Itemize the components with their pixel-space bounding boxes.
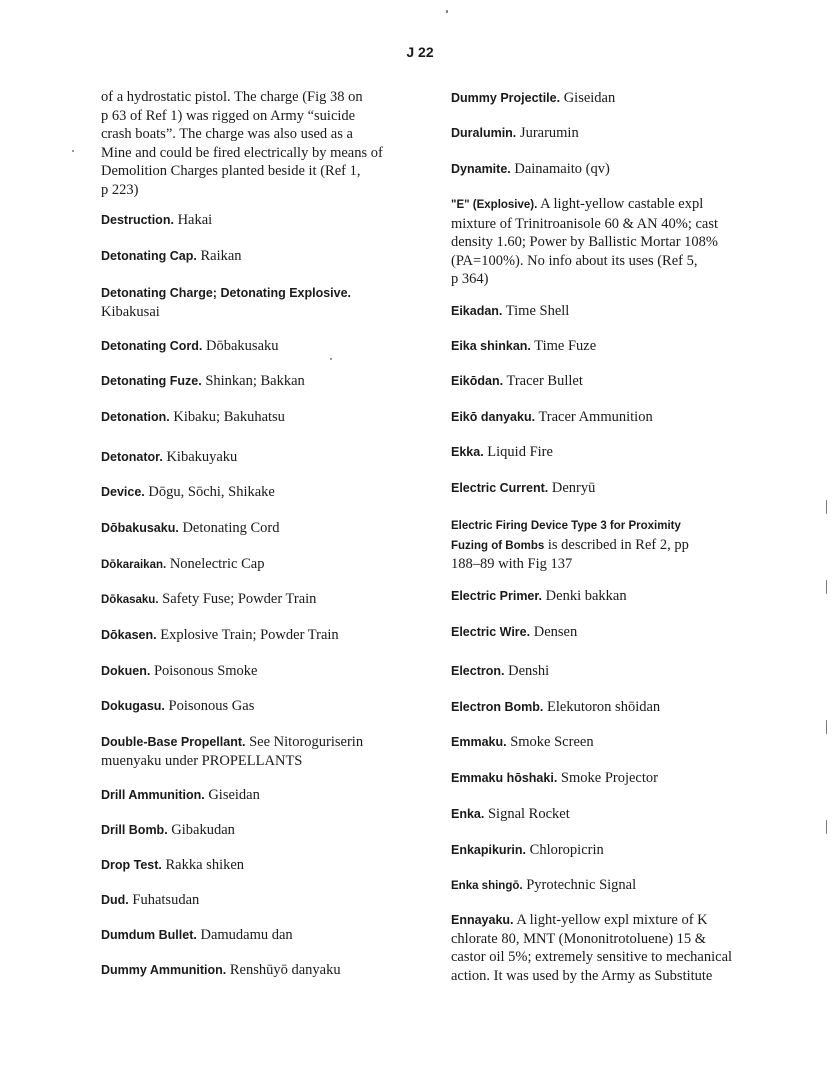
entry-definition: Elekutoron shōidan	[547, 699, 661, 715]
scan-speck	[446, 10, 448, 13]
entry-definition: Gibakudan	[171, 822, 235, 838]
entry-term: Detonating Cord.	[101, 339, 203, 353]
entry-term: Dummy Projectile.	[451, 91, 561, 105]
glossary-entry	[101, 448, 431, 467]
text-line: density 1.60; Power by Ballistic Mortar 108%	[451, 234, 719, 250]
entry-term: Drill Bomb.	[101, 823, 168, 837]
entry-term: Drill Ammunition.	[101, 788, 205, 802]
entry-term: Ennayaku.	[451, 913, 514, 927]
glossary-entry	[451, 662, 781, 681]
entry-term: Dōkasaku.	[101, 594, 159, 606]
entry-definition: Rakka shiken	[165, 857, 245, 873]
entry-definition: Kibakusai	[101, 303, 160, 320]
entry-definition: Tracer Bullet	[506, 373, 583, 389]
entry-definition: Damudamu dan	[200, 927, 293, 943]
entry-definition: Nonelectric Cap	[169, 556, 265, 572]
entry-definition: Smoke Projector	[560, 770, 658, 786]
glossary-entry	[101, 372, 431, 391]
text-line: action. It was used by the Army as Substitute	[451, 967, 713, 984]
glossary-entry	[101, 483, 431, 502]
entry-term: Duralumin.	[451, 126, 517, 140]
entry-definition: Smoke Screen	[510, 734, 594, 750]
entry-definition: Time Fuze	[534, 338, 597, 354]
glossary-entry	[451, 443, 781, 462]
glossary-entry	[451, 911, 781, 985]
glossary-entry	[451, 302, 781, 321]
entry-definition: See Nitoroguriserin	[249, 734, 364, 750]
text-line: chlorate 80, MNT (Mononitrotoluene) 15 &	[451, 930, 707, 947]
glossary-entry	[451, 698, 781, 717]
text-line: Demolition Charges planted beside it (Ref 1,	[101, 163, 361, 179]
entry-definition: Giseidan	[208, 787, 260, 803]
glossary-entry	[451, 587, 781, 606]
text-line: castor oil 5%; extremely sensitive to mechanical	[451, 949, 733, 965]
entry-term: Dynamite.	[451, 162, 511, 176]
entry-term: Eikōdan.	[451, 374, 504, 388]
scan-speck	[826, 580, 827, 594]
text-line: p 223)	[101, 181, 139, 198]
glossary-entry	[101, 926, 431, 945]
glossary-entry	[451, 516, 781, 574]
glossary-entry	[101, 733, 431, 770]
entry-definition: Dōgu, Sōchi, Shikake	[148, 484, 275, 500]
text-line: p 364)	[451, 271, 489, 287]
glossary-entry	[101, 662, 431, 681]
text-line: of a hydrostatic pistol. The charge (Fig 38 on	[101, 89, 363, 105]
entry-definition: Raikan	[200, 248, 242, 264]
glossary-entry	[101, 337, 431, 356]
entry-term: Eikō danyaku.	[451, 410, 536, 424]
entry-term: Detonator.	[101, 450, 163, 464]
entry-term: Detonating Cap.	[101, 249, 197, 263]
glossary-entry	[451, 769, 781, 788]
entry-definition: Signal Rocket	[487, 806, 570, 822]
glossary-entry	[451, 733, 781, 752]
entry-term: Device.	[101, 485, 145, 499]
entry-definition: Time Shell	[505, 303, 570, 319]
scan-speck	[826, 820, 827, 834]
scan-speck	[72, 150, 74, 152]
entry-term: Electric Firing Device Type 3 for Proximity	[451, 520, 681, 532]
glossary-entry	[101, 961, 431, 980]
glossary-entry	[101, 211, 431, 230]
entry-term: Dōbakusaku.	[101, 521, 179, 535]
text-line: crash boats”. The charge was also used as a	[101, 126, 353, 142]
scan-speck	[826, 720, 827, 734]
entry-definition: Giseidan	[563, 90, 616, 106]
entry-term: Dumdum Bullet.	[101, 928, 197, 942]
entry-term: Emmaku hōshaki.	[451, 771, 558, 785]
entry-definition: is described in Ref 2, pp	[547, 536, 689, 553]
glossary-entry	[101, 247, 431, 266]
glossary-entry	[101, 786, 431, 805]
glossary-entry	[451, 623, 781, 642]
entry-term: "E" (Explosive).	[451, 199, 538, 211]
entry-definition: Dōbakusaku	[206, 338, 279, 354]
glossary-entry	[451, 337, 781, 356]
entry-term: Dōkaraikan.	[101, 559, 167, 571]
glossary-entry	[451, 876, 781, 896]
entry-definition: Dainamaito (qv)	[514, 161, 610, 177]
entry-term: Enka.	[451, 807, 485, 821]
entry-term: Electric Primer.	[451, 589, 543, 603]
entry-term: Emmaku.	[451, 735, 507, 749]
entry-definition: A light-yellow castable expl	[540, 196, 704, 212]
entry-term: Electric Wire.	[451, 625, 531, 639]
text-line: p 63 of Ref 1) was rigged on Army “suicide	[101, 107, 356, 124]
glossary-entry	[451, 124, 781, 143]
entry-term: Electron Bomb.	[451, 700, 544, 714]
entry-term: Electron.	[451, 664, 505, 678]
entry-term: Enka shingō.	[451, 880, 523, 892]
entry-definition: Tracer Ammunition	[538, 409, 653, 425]
text-line: 188–89 with Fig 137	[451, 556, 573, 572]
entry-term: Destruction.	[101, 213, 174, 227]
entry-definition: Shinkan; Bakkan	[205, 373, 305, 389]
glossary-entry	[101, 284, 431, 321]
glossary-entry	[101, 408, 431, 427]
entry-definition: Explosive Train; Powder Train	[160, 627, 339, 643]
text-line: mixture of Trinitroanisole 60 & AN 40%; cast	[451, 215, 719, 232]
entry-term: Dokuen.	[101, 664, 151, 678]
entry-term: Eikadan.	[451, 304, 503, 318]
glossary-entry	[451, 195, 781, 289]
glossary-entry	[451, 479, 781, 498]
entry-term: Eika shinkan.	[451, 339, 531, 353]
entry-term: Enkapikurin.	[451, 843, 527, 857]
entry-term: Detonation.	[101, 410, 170, 424]
entry-term: Dud.	[101, 893, 129, 907]
glossary-entry	[101, 856, 431, 875]
entry-definition: Chloropicrin	[529, 842, 604, 858]
continuation-paragraph	[101, 88, 431, 199]
glossary-entry	[101, 821, 431, 840]
entry-term: Dokugasu.	[101, 699, 165, 713]
glossary-entry	[101, 519, 431, 538]
entry-term: Electric Current.	[451, 481, 549, 495]
entry-term: Double-Base Propellant.	[101, 735, 246, 749]
glossary-entry	[101, 697, 431, 716]
entry-definition: Kibakuyaku	[166, 449, 238, 465]
entry-term-cont: Fuzing of Bombs	[451, 539, 545, 552]
entry-definition-cont: muenyaku under PROPELLANTS	[101, 752, 303, 769]
entry-definition: Safety Fuse; Powder Train	[162, 591, 317, 607]
glossary-entry	[101, 626, 431, 645]
entry-term: Detonating Fuze.	[101, 374, 202, 388]
glossary-entry	[101, 555, 431, 575]
glossary-entry	[451, 805, 781, 824]
entry-definition: Liquid Fire	[487, 444, 553, 460]
glossary-entry	[451, 372, 781, 391]
glossary-entry	[451, 841, 781, 860]
entry-definition: Poisonous Smoke	[153, 663, 258, 679]
glossary-entry	[451, 89, 781, 108]
entry-definition: Denki bakkan	[545, 588, 627, 604]
entry-definition: Detonating Cord	[182, 520, 280, 536]
scan-speck	[826, 500, 827, 514]
entry-definition: Hakai	[177, 212, 213, 228]
glossary-entry	[451, 160, 781, 179]
text-line: (PA=100%). No info about its uses (Ref 5,	[451, 252, 698, 269]
glossary-entry	[101, 590, 431, 610]
entry-term: Dummy Ammunition.	[101, 963, 227, 977]
glossary-entry	[451, 408, 781, 427]
entry-definition: Jurarumin	[519, 125, 579, 141]
entry-definition: Poisonous Gas	[168, 698, 255, 714]
entry-term: Ekka.	[451, 445, 484, 459]
entry-definition: Kibaku; Bakuhatsu	[173, 409, 285, 425]
glossary-entry	[101, 891, 431, 910]
entry-definition: Denryū	[551, 480, 596, 496]
entry-definition: Renshūyō danyaku	[229, 962, 341, 978]
entry-term: Drop Test.	[101, 858, 162, 872]
text-line: Mine and could be fired electrically by means of	[101, 144, 383, 161]
entry-definition: Fuhatsudan	[132, 892, 200, 908]
entry-definition: Pyrotechnic Signal	[526, 877, 637, 893]
page-number: J 22	[406, 44, 434, 60]
entry-definition: Denshi	[508, 663, 550, 679]
entry-term: Detonating Charge; Detonating Explosive.	[101, 286, 352, 300]
entry-definition: Densen	[533, 624, 578, 640]
scan-speck	[330, 358, 332, 360]
entry-definition: A light-yellow expl mixture of K	[516, 912, 708, 928]
entry-term: Dōkasen.	[101, 628, 157, 642]
